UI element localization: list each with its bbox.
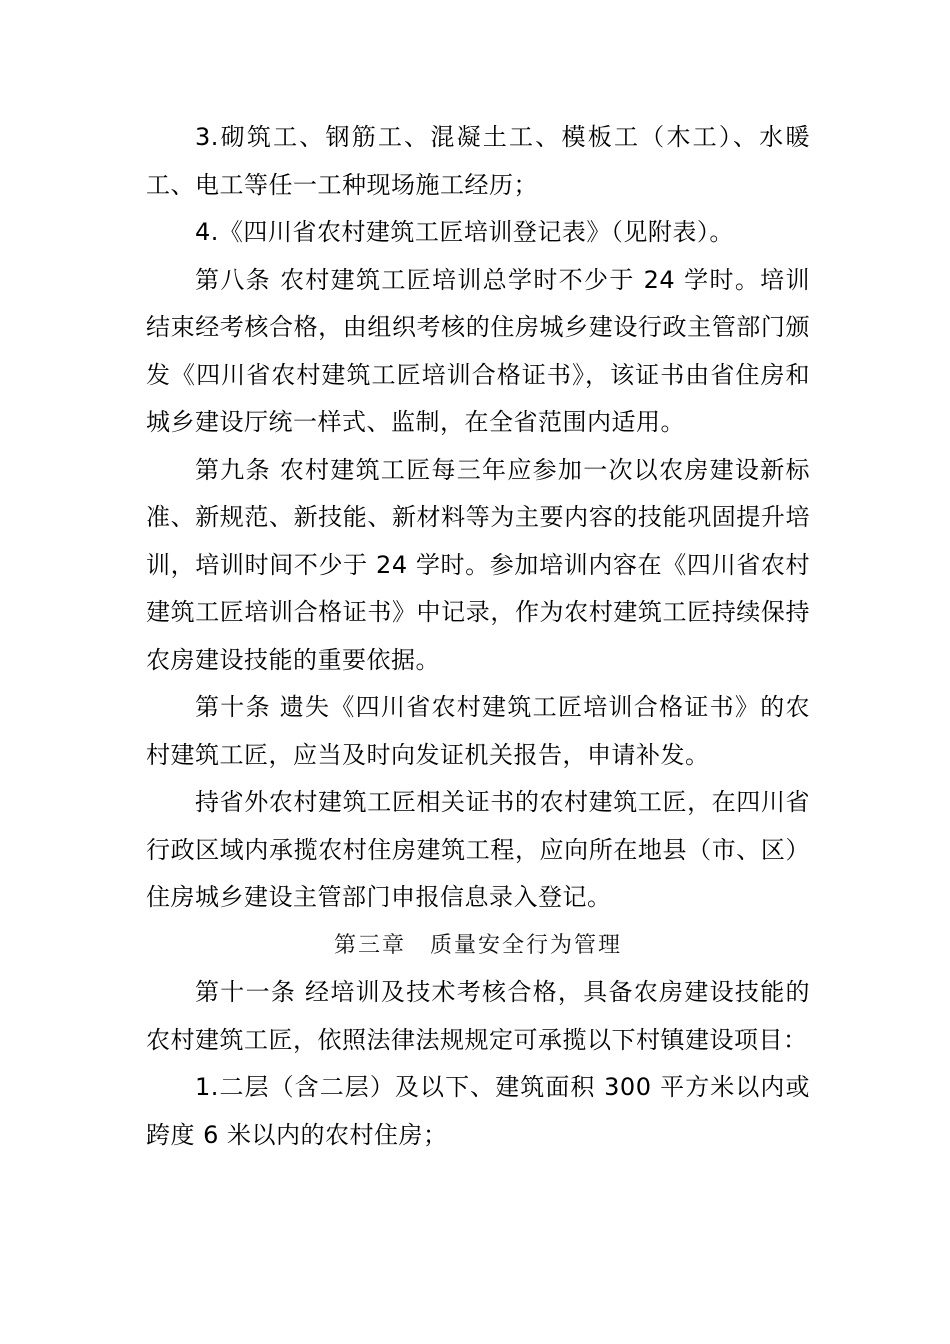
paragraph-item-1-rural-housing: 1.二层（含二层）及以下、建筑面积 300 平方米以内或跨度 6 米以内的农村住房；	[146, 1073, 810, 1149]
paragraph-article-9: 第九条 农村建筑工匠每三年应参加一次以农房建设新标准、新规范、新技能、新材料等为主要内容的技能巩固提升培训，培训时间不少于 24 学时。参加培训内容在《四川省农村建筑工匠培训合格证书》中记录，作为农村建筑工匠持续保持农房建设技能的重要依据。	[146, 455, 810, 674]
chapter-heading: 第三章 质量安全行为管理	[333, 932, 622, 958]
paragraph-article-11: 第十一条 经培训及技术考核合格，具备农房建设技能的农村建筑工匠，依照法律法规规定可承揽以下村镇建设项目：	[146, 978, 810, 1054]
paragraph-item-4-registration-form: 4.《四川省农村建筑工匠培训登记表》（见附表）。	[195, 218, 734, 246]
paragraph-article-10: 第十条 遗失《四川省农村建筑工匠培训合格证书》的农村建筑工匠，应当及时向发证机关报告，申请补发。	[146, 693, 810, 769]
document-body	[146, 114, 810, 1159]
paragraph-article-8: 第八条 农村建筑工匠培训总学时不少于 24 学时。培训结束经考核合格，由组织考核的住房城乡建设行政主管部门颁发《四川省农村建筑工匠培训合格证书》，该证书由省住房和城乡建设厅统一样式、监制，在全省范围内适用。	[146, 265, 810, 436]
paragraph-out-of-province-certificate: 持省外农村建筑工匠相关证书的农村建筑工匠，在四川省行政区域内承揽农村住房建筑工程，应向所在地县（市、区）住房城乡建设主管部门申报信息录入登记。	[146, 788, 810, 911]
paragraph-item-3-work-experience: 3.砌筑工、钢筋工、混凝土工、模板工（木工）、水暖工、电工等任一工种现场施工经历；	[146, 123, 810, 199]
